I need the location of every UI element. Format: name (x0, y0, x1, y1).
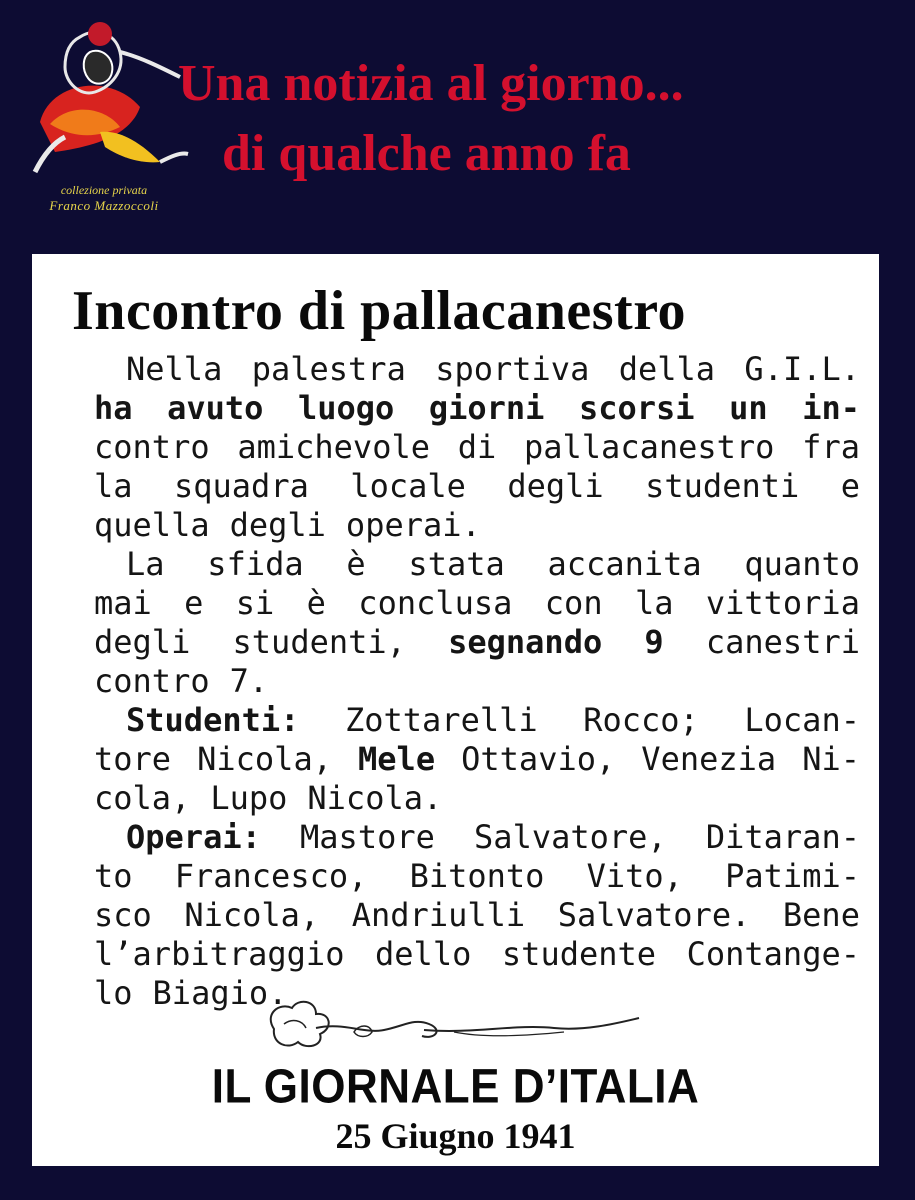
newspaper-masthead: IL GIORNALE D’ITALIA (211, 1059, 700, 1114)
article-line: cola, Lupo Nicola. (94, 779, 443, 817)
article-line: ha avuto luogo giorni scorsi un in- (94, 389, 860, 427)
collection-logo (14, 12, 194, 222)
article-line: la squadra locale degli studenti e (94, 467, 860, 505)
article-body (94, 350, 860, 1013)
article-title: Incontro di pallacanestro (72, 280, 687, 342)
article-line: contro 7. (94, 662, 269, 700)
article-line: mai e si è conclusa con la vittoria (94, 584, 860, 622)
article-line: degli studenti, segnando 9 canestri (94, 623, 860, 661)
dancer-logo-icon (20, 12, 190, 182)
article-line: La sfida è stata accanita quanto (126, 545, 860, 583)
headline-line-2: di qualche anno fa (222, 125, 631, 182)
logo-caption-owner: Franco Mazzoccoli (49, 198, 159, 213)
headline-line-1: Una notizia al giorno... (178, 55, 684, 112)
article-line: sco Nicola, Andriulli Salvatore. Bene (94, 896, 860, 934)
article-line: lo Biagio. (94, 974, 288, 1012)
article-line: Operai: Mastore Salvatore, Ditaran- (126, 818, 860, 856)
article-line: Nella palestra sportiva della G.I.L. (126, 350, 860, 388)
article-line: contro amichevole di pallacanestro fra (94, 428, 860, 466)
article-line: quella degli operai. (94, 506, 481, 544)
flourish-ornament-icon (254, 994, 654, 1054)
article-line: to Francesco, Bitonto Vito, Patimi- (94, 857, 860, 895)
newspaper-clipping (32, 254, 879, 1166)
publication-date: 25 Giugno 1941 (335, 1116, 576, 1156)
article-line: tore Nicola, Mele Ottavio, Venezia Ni- (94, 740, 860, 778)
logo-caption-collection: collezione privata (60, 183, 148, 197)
article-line: l’arbitraggio dello studente Contange- (94, 935, 860, 973)
article-line: Studenti: Zottarelli Rocco; Locan- (126, 701, 860, 739)
